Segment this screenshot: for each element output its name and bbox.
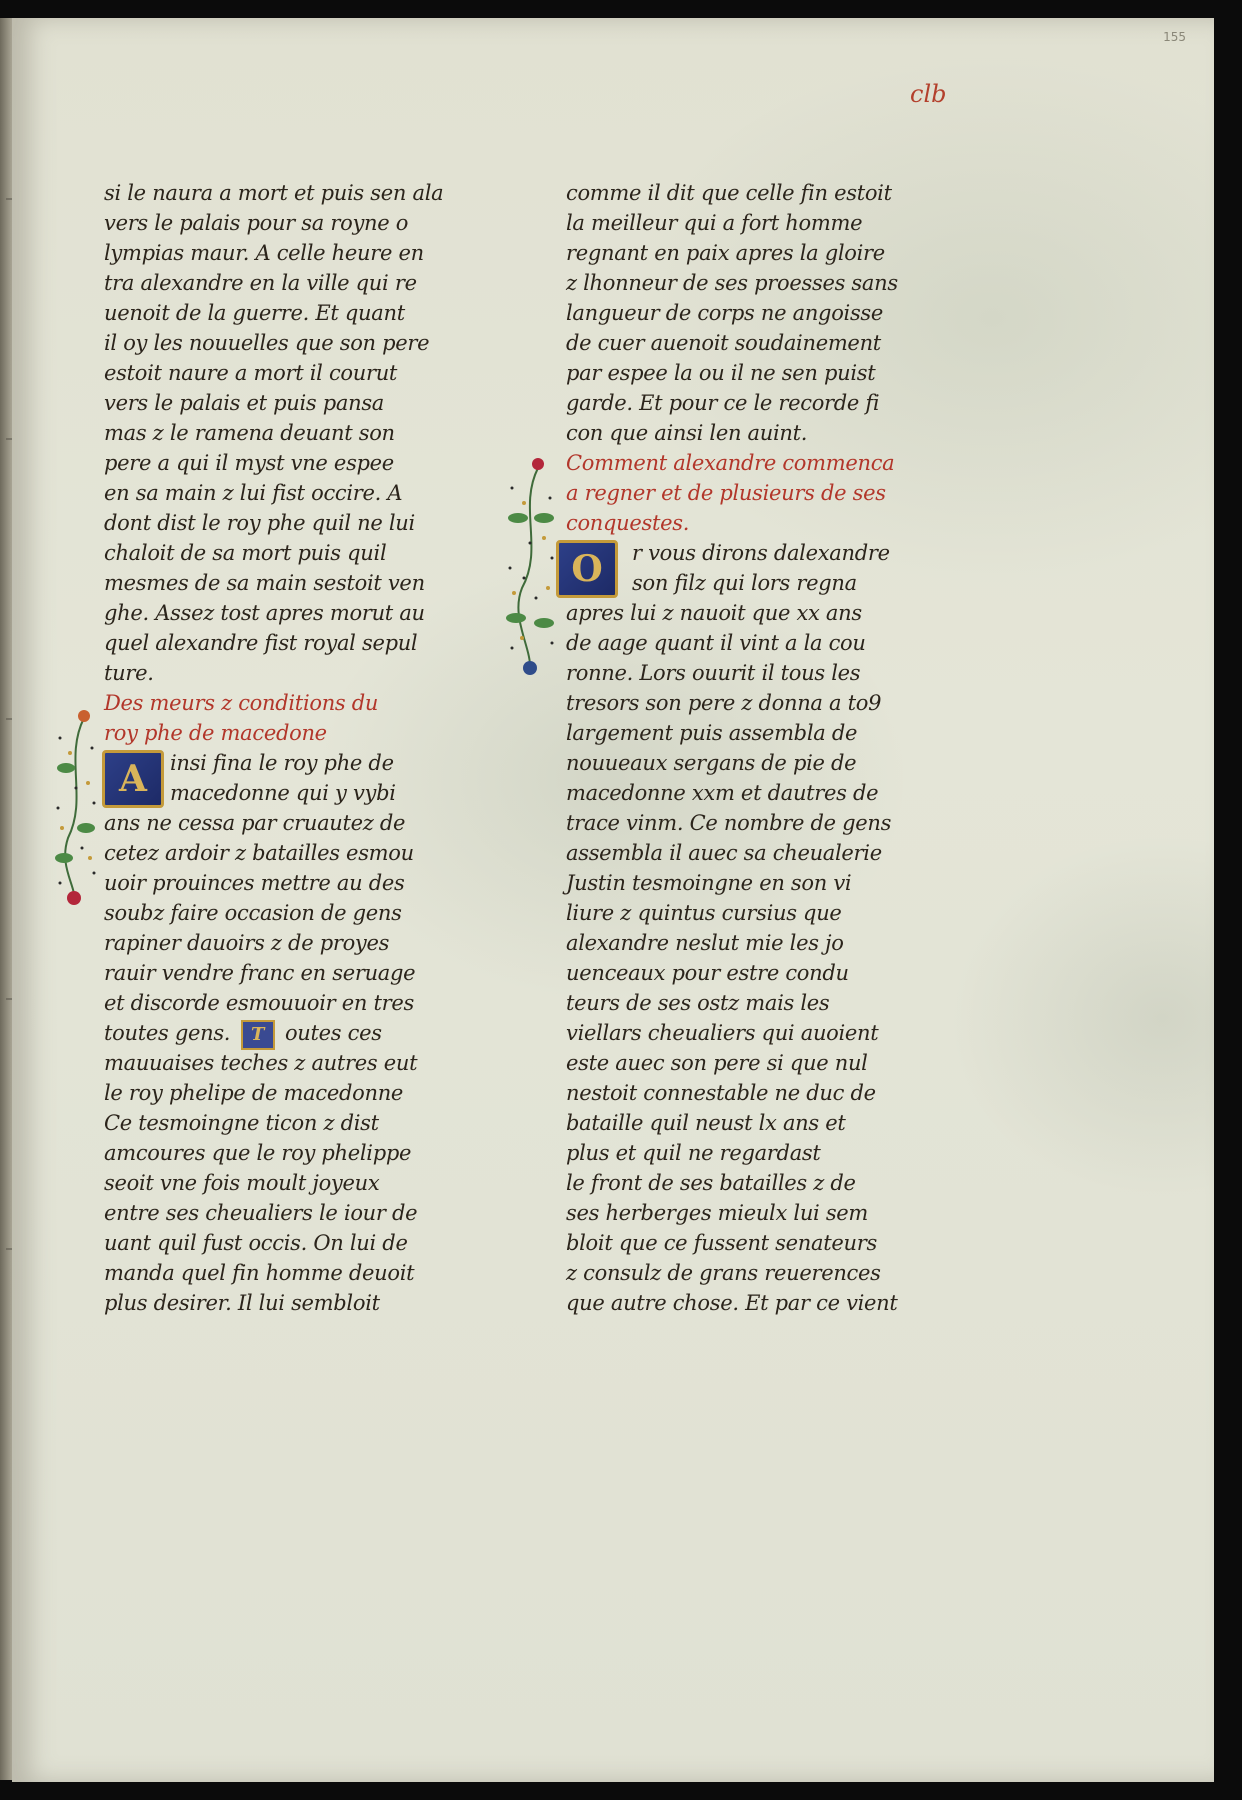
right-text-column <box>566 178 926 1318</box>
rubric-line: conquestes. <box>566 511 690 535</box>
initial-letter: A <box>119 758 147 800</box>
text-line: z lhonneur de ses proesses sans <box>566 271 898 295</box>
text-line: il oy les nouuelles que son pere <box>104 331 430 355</box>
text-line: mesmes de sa main sestoit ven <box>104 571 425 595</box>
text-line: si le naura a mort et puis sen ala <box>104 181 444 205</box>
text-line: outes ces <box>284 1021 382 1045</box>
right-paragraph-2-block <box>566 538 926 1318</box>
text-line: z consulz de grans reuerences <box>566 1261 881 1285</box>
decorated-initial-o <box>556 540 618 598</box>
text-line: teurs de ses ostz mais les <box>566 991 830 1015</box>
small-initial-t <box>241 1020 275 1050</box>
text-line: lympias maur. A celle heure en <box>104 241 424 265</box>
text-line: de cuer auenoit soudainement <box>566 331 881 355</box>
folio-number: 155 <box>1163 30 1186 44</box>
left-paragraph-2-block <box>104 748 464 1018</box>
text-line: mauuaises teches z autres eut <box>104 1051 418 1075</box>
text-line: chaloit de sa mort puis quil <box>104 541 387 565</box>
text-line: estoit naure a mort il courut <box>104 361 398 385</box>
decorated-initial-a <box>102 750 164 808</box>
text-line: soubz faire occasion de gens <box>104 901 402 925</box>
text-line: et discorde esmouuoir en tres <box>104 991 414 1015</box>
floral-border-icon <box>504 448 560 678</box>
text-line: ronne. Lors ouurit il tous les <box>566 661 861 685</box>
text-line: quel alexandre fist royal sepul <box>104 631 418 655</box>
text-line: que autre chose. Et par ce vient <box>566 1291 898 1315</box>
text-line: vers le palais et puis pansa <box>104 391 385 415</box>
text-line: ans ne cessa par cruautez de <box>104 811 406 835</box>
text-line: mas z le ramena deuant son <box>104 421 395 445</box>
text-line: rapiner dauoirs z de proyes <box>104 931 390 955</box>
text-line: cetez ardoir z batailles esmou <box>104 841 414 865</box>
initial-letter: O <box>571 548 603 590</box>
text-line: le roy phelipe de macedonne <box>104 1081 404 1105</box>
text-line: ses herberges mieulx lui sem <box>566 1201 869 1225</box>
text-line: macedonne xxm et dautres de <box>566 781 879 805</box>
text-line: ghe. Assez tost apres morut au <box>104 601 425 625</box>
text-line: toutes gens. <box>104 1021 231 1045</box>
text-line: par espee la ou il ne sen puist <box>566 361 876 385</box>
left-paragraph-1 <box>104 178 464 688</box>
text-line: rauir vendre franc en seruage <box>104 961 416 985</box>
text-line: r vous dirons dalexandre <box>632 541 890 565</box>
left-text-column <box>104 178 464 1318</box>
text-line: en sa main z lui fist occire. A <box>104 481 403 505</box>
initial-letter: T <box>251 1023 265 1045</box>
text-line: macedonne qui y vybi <box>170 781 396 805</box>
text-line: assembla il auec sa cheualerie <box>566 841 882 865</box>
text-line: comme il dit que celle fin estoit <box>566 181 892 205</box>
rubric-line: roy phe de macedone <box>104 721 327 745</box>
text-line: bataille quil neust lx ans et <box>566 1111 846 1135</box>
text-line: apres lui z nauoit que xx ans <box>566 601 862 625</box>
left-paragraph-3 <box>104 1048 464 1318</box>
text-line: tra alexandre en la ville qui re <box>104 271 417 295</box>
text-line: la meilleur qui a fort homme <box>566 211 863 235</box>
text-line: seoit vne fois moult joyeux <box>104 1171 380 1195</box>
text-line: plus desirer. Il lui sembloit <box>104 1291 380 1315</box>
text-line: tresors son pere z donna a to9 <box>566 691 882 715</box>
text-line: vers le palais pour sa royne o <box>104 211 409 235</box>
text-line: le front de ses batailles z de <box>566 1171 856 1195</box>
text-line: uant quil fust occis. On lui de <box>104 1231 408 1255</box>
text-line: nestoit connestable ne duc de <box>566 1081 876 1105</box>
text-line: manda quel fin homme deuoit <box>104 1261 415 1285</box>
right-paragraph-1 <box>566 178 926 448</box>
text-line: son filz qui lors regna <box>632 571 857 595</box>
text-line: trace vinm. Ce nombre de gens <box>566 811 892 835</box>
text-line: alexandre neslut mie les jo <box>566 931 844 955</box>
text-line: regnant en paix apres la gloire <box>566 241 885 265</box>
text-line: de aage quant il vint a la cou <box>566 631 866 655</box>
text-line: este auec son pere si que nul <box>566 1051 868 1075</box>
text-line: pere a qui il myst vne espee <box>104 451 394 475</box>
text-line: ture. <box>104 661 154 685</box>
text-line: insi fina le roy phe de <box>170 751 394 775</box>
text-line: largement puis assembla de <box>566 721 858 745</box>
text-line: dont dist le roy phe quil ne lui <box>104 511 415 535</box>
quire-signature: clb <box>910 80 947 108</box>
text-line: nouueaux sergans de pie de <box>566 751 857 775</box>
text-line: bloit que ce fussent senateurs <box>566 1231 877 1255</box>
text-line: Justin tesmoingne en son vi <box>566 871 852 895</box>
text-line: uoir prouinces mettre au des <box>104 871 405 895</box>
rubric-line: Des meurs z conditions du <box>104 691 379 715</box>
text-line: uenceaux pour estre condu <box>566 961 849 985</box>
text-line: Ce tesmoingne ticon z dist <box>104 1111 379 1135</box>
text-line: amcoures que le roy phelippe <box>104 1141 412 1165</box>
text-line: viellars cheualiers qui auoient <box>566 1021 879 1045</box>
left-line-with-small-initial <box>104 1018 464 1048</box>
text-line: liure z quintus cursius que <box>566 901 842 925</box>
rubric-line: a regner et de plusieurs de ses <box>566 481 886 505</box>
text-line: langueur de corps ne angoisse <box>566 301 884 325</box>
right-rubric-heading <box>566 448 926 538</box>
left-rubric-heading <box>104 688 464 748</box>
text-line: uenoit de la guerre. Et quant <box>104 301 405 325</box>
manuscript-folio <box>12 18 1214 1782</box>
right-paragraph-2 <box>566 538 926 1318</box>
text-line: con que ainsi len auint. <box>566 421 808 445</box>
text-line: garde. Et pour ce le recorde fi <box>566 391 880 415</box>
text-line: plus et quil ne regardast <box>566 1141 821 1165</box>
floral-border-icon <box>54 708 100 908</box>
rubric-line: Comment alexandre commenca <box>566 451 895 475</box>
text-line: entre ses cheualiers le iour de <box>104 1201 418 1225</box>
